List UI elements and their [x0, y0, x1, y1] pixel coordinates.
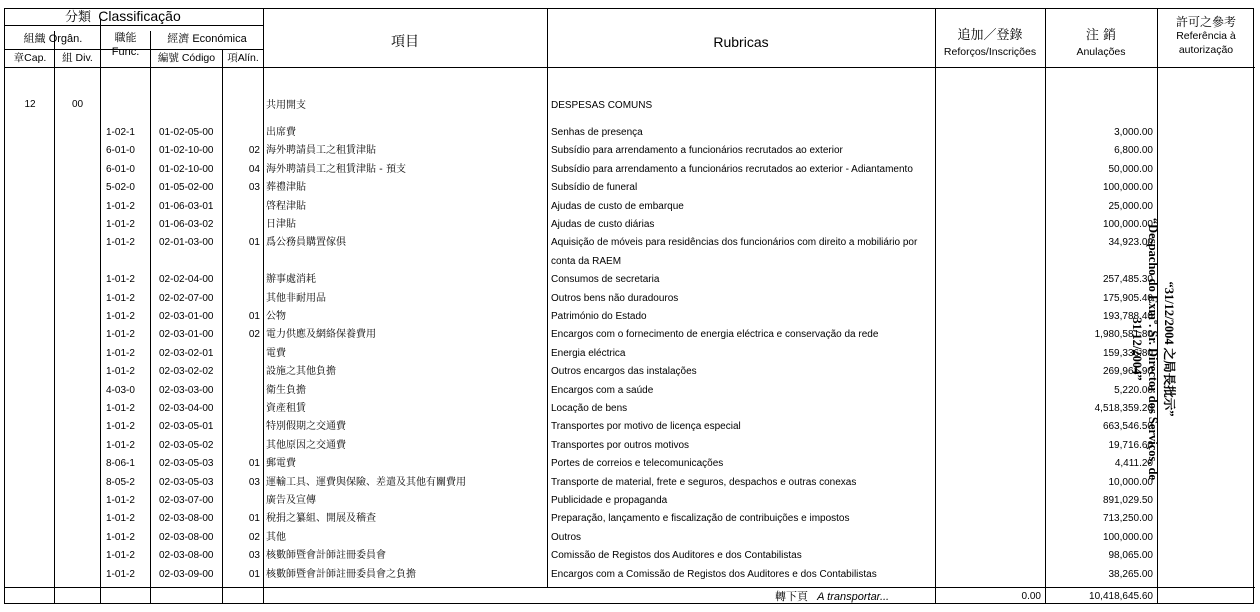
rubricas-header: Rubricas	[713, 34, 769, 50]
row-item-cn: 海外聘請員工之租賃津貼	[266, 145, 376, 157]
row-rubrica: Transportes por motivo de licença especial	[551, 421, 741, 433]
row-code: 02-03-02-02	[159, 366, 214, 378]
row-code: 02-03-02-01	[159, 347, 214, 359]
anulacoes-header: 注 銷 Anulações	[1076, 28, 1126, 58]
col-line	[222, 49, 223, 603]
reference-header: 許可之參考 Referência à autorização	[1175, 15, 1236, 56]
row-amount: 38,265.00	[1108, 568, 1153, 580]
row-func: 1-01-2	[106, 347, 135, 359]
row-func: 1-01-2	[106, 495, 135, 506]
row-item-cn: 海外聘請員工之租賃津貼 - 預支	[266, 163, 406, 175]
row-code: 02-03-03-00	[159, 384, 214, 396]
row-item-cn: 核數師暨會計師註冊委員會之負擔	[266, 568, 416, 580]
row-item-cn: 其他原因之交通費	[266, 439, 346, 451]
func-header: 職能 Func.	[111, 31, 140, 58]
row-amount: 100,000.00	[1102, 219, 1153, 230]
row-rubrica: Subsídio de funeral	[551, 182, 638, 194]
col-line	[150, 31, 151, 603]
carry-forward-reforcos: 0.00	[1021, 591, 1041, 602]
row-item-cn: 辦事處消耗	[266, 274, 316, 286]
row-alin: 02	[248, 531, 260, 543]
row-code: 02-03-08-00	[159, 531, 214, 543]
row-amount: 159,336.80	[1102, 347, 1153, 359]
row-rubrica: Subsídio para arrendamento a funcionários recrutados ao exterior - Adiantamento	[551, 163, 913, 175]
row-code: 02-03-04-00	[159, 403, 214, 414]
row-func: 1-01-2	[106, 237, 135, 249]
row-alin: 03	[248, 550, 260, 562]
row-rubrica: Portes de correios e telecomunicações	[551, 458, 724, 470]
row-func: 6-01-0	[106, 145, 135, 157]
row-code: 02-03-05-02	[159, 439, 214, 451]
row-amount: 34,923.00	[1108, 237, 1153, 249]
row-code: 02-03-05-01	[159, 421, 214, 433]
col-line	[100, 19, 101, 603]
row-rubrica: Outros	[551, 531, 582, 543]
group-div: 00	[71, 99, 84, 110]
row-amount: 98,065.00	[1108, 550, 1153, 562]
row-rubrica: Património do Estado	[551, 311, 647, 322]
row-func: 1-01-2	[106, 513, 135, 525]
row-code: 02-03-07-00	[159, 495, 214, 506]
classification-header: 分類 Classificação	[65, 8, 181, 25]
row-func: 1-01-2	[106, 219, 135, 230]
row-item-cn: 爲公務員購置傢俱	[266, 237, 346, 249]
row-func: 1-02-1	[106, 127, 135, 138]
row-amount: 4,518,359.20	[1094, 403, 1153, 414]
row-rubrica-cont: conta da RAEM	[551, 255, 622, 267]
row-rubrica: Encargos com a saúde	[551, 384, 654, 396]
row-item-cn: 核數師暨會計師註冊委員會	[266, 550, 386, 562]
row-alin: 03	[248, 182, 260, 194]
row-rubrica: Transportes por outros motivos	[551, 439, 690, 451]
group-cap: 12	[24, 99, 36, 110]
group-label-cn: 共用開支	[266, 100, 306, 111]
row-alin: 01	[248, 237, 260, 249]
row-amount: 891,029.50	[1102, 495, 1153, 506]
row-func: 5-02-0	[106, 182, 135, 194]
row-code: 01-06-03-01	[159, 200, 214, 212]
row-code: 02-03-08-00	[159, 513, 214, 525]
row-item-cn: 衛生負擔	[266, 384, 306, 396]
row-func: 1-01-2	[106, 274, 135, 286]
row-code: 02-03-09-00	[159, 568, 214, 580]
row-amount: 6,800.00	[1114, 145, 1153, 157]
row-item-cn: 郵電費	[266, 458, 296, 470]
row-code: 01-06-03-02	[159, 219, 214, 230]
row-code: 02-03-08-00	[159, 550, 214, 562]
row-amount: 269,961.90	[1102, 366, 1153, 378]
row-item-cn: 啓程津貼	[266, 200, 306, 212]
budget-table: 分類 Classificação 組織 Orgân. 章Cap. 組 Div. 職能 Func. 經濟 Económica 編號 Código 項Alín. 項目 Rubricas 追加／登錄 Reforços/Inscrições 注 銷 Anulações 許可之參考 Referência à autorização 12 00 共用開支 DESPESAS COMUNS 1-02-1 01-02-05-00 出席費 Senhas de presença 3,000.00 6-01-0 01-02-10-00 02 海外聘請員工之租賃津貼 Subsídio para arrendamento a funcionários recrutados ao exterior 6,800.00 6-01-0 01-02-10-00 04 海外聘請員工之租賃津貼 - 預支 Subsídio para arrendamento a funcionários recrutados ao exterior - Adiantamento 50,000.00 5-02-0 01-05-02-00 03 葬禮津貼 Subsídio de funeral 100,000.00 1-01-2 01-06-03-01 啓程津貼 Ajudas de custo de embarque 25,000.00 1-01-2 01-06-03-02 日津貼 Ajudas de custo diárias 100,000.00 1-01-2 02-01-03-00 01 爲公務員購置傢俱 Aquisição de móveis para residências dos funcionários com direito a mobiliário por 34,923.00 conta da RAEM 1-01-2 02-02-04-00 辦事處消耗 Consumos de secretaria 257,485.30 1-01-2 02-02-07-00 其他非耐用品 Outros bens não duradouros 175,905.40 1-01-2 02-03-01-00 01 公物 Património do Estado 193,788.40 1-01-2 02-03-01-00 02 電力供應及網絡保養費用 Encargos com o fornecimento de energia eléctrica e conservação da rede 1,980,581.80 1-01-2 02-03-02-01 電費 Energia eléctrica 159,336.80 1-01-2 02-03-02-02 設施之其他負擔 Outros encargos das instalações 269,961.90 4-03-0 02-03-03-00 衛生負擔 Encargos com a saúde 5,220.00 1-01-2 02-03-04-00 資產租賃 Locação de bens 4,518,359.20 1-01-2 02-03-05-01 特別假期之交通費 Transportes por motivo de licença especial 663,546.50 1-01-2 02-03-05-02 其他原因之交通費 Transportes por outros motivos 19,716.60 8-06-1 02-03-05-03 01 郵電費 Portes de correios e telecomunicações 4,411.20 8-05-2 02-03-05-03 03 運輸工具、運費與保險、差遣及其他有關費用 Transporte de material, frete e seguros, despachos e outras conexas 10,000.00 1-01-2 02-03-07-00 廣告及宣傳 Publicidade e propaganda 891,029.50 1-01-2 02-03-08-00 01 稅捐之纂組、開展及稽查 Preparação, lançamento e fiscalização de contribuições e impostos 713,250.00 1-01-2 02-03-08-00 02 其他 Outros 100,000.00 1-01-2 02-03-08-00 03 核數師暨會計師註冊委員會 Comissão de Registos dos Auditores e dos Contabilistas 98,065.00 1-01-2 02-03-09-00 01 核數師暨會計師註冊委員會之負擔 Encargos com a Comissão de Registos dos Auditores e dos Contabilistas 38,265.00 “31/12/2004 之局長批示” “Despacho do Exmº. Sr. Director dos Serviços, de 31/12/2004” 轉下頁 A transportar... 0.00 10,418,645.60	[4, 8, 1254, 604]
codigo-header: 編號 Código	[157, 52, 216, 64]
row-code: 01-02-10-00	[159, 163, 214, 175]
row-func: 1-01-2	[106, 439, 135, 451]
row-amount: 1,980,581.80	[1094, 329, 1153, 341]
row-amount: 175,905.40	[1102, 292, 1153, 304]
row-alin: 01	[248, 311, 260, 322]
row-alin: 01	[248, 568, 260, 580]
row-item-cn: 公物	[266, 311, 286, 322]
row-item-cn: 設施之其他負擔	[266, 366, 336, 378]
row-code: 02-02-04-00	[159, 274, 214, 286]
row-func: 1-01-2	[106, 403, 135, 414]
row-item-cn: 廣告及宣傳	[266, 495, 316, 506]
row-func: 1-01-2	[106, 200, 135, 212]
carry-forward-label: 轉下頁 A transportar...	[775, 590, 890, 603]
row-func: 1-01-2	[106, 550, 135, 562]
col-line	[547, 9, 548, 587]
cap-header: 章Cap.	[13, 52, 47, 64]
alin-header: 項Alín.	[227, 52, 259, 64]
row-func: 1-01-2	[106, 329, 135, 341]
row-rubrica: Encargos com a Comissão de Registos dos Auditores e dos Contabilistas	[551, 568, 877, 580]
row-rubrica: Ajudas de custo de embarque	[551, 200, 684, 212]
header-line	[5, 25, 263, 26]
row-code: 01-05-02-00	[159, 182, 214, 194]
row-item-cn: 資產租賃	[266, 403, 306, 414]
row-rubrica: Transporte de material, frete e seguros, despachos e outras conexas	[551, 476, 857, 488]
row-code: 01-02-05-00	[159, 127, 214, 138]
row-item-cn: 葬禮津貼	[266, 182, 306, 194]
col-line	[263, 9, 264, 603]
carry-forward-anulacoes: 10,418,645.60	[1089, 591, 1153, 602]
row-rubrica: Preparação, lançamento e fiscalização de contribuições e impostos	[551, 513, 850, 525]
row-alin: 02	[248, 329, 260, 341]
header-bottom-line	[5, 67, 1255, 68]
row-amount: 3,000.00	[1114, 127, 1153, 138]
row-rubrica: Locação de bens	[551, 403, 628, 414]
col-line	[54, 31, 55, 603]
row-code: 02-03-01-00	[159, 311, 214, 322]
row-code: 02-01-03-00	[159, 237, 214, 249]
items-cn-header: 項目	[391, 34, 419, 50]
div-header: 組 Div.	[62, 52, 93, 64]
col-line	[935, 9, 936, 603]
row-func: 1-01-2	[106, 421, 135, 433]
row-func: 4-03-0	[106, 384, 135, 396]
row-amount: 4,411.20	[1114, 458, 1153, 470]
row-rubrica: Outros encargos das instalações	[551, 366, 697, 378]
row-item-cn: 電費	[266, 347, 286, 359]
row-rubrica: Publicidade e propaganda	[551, 495, 668, 506]
row-code: 02-02-07-00	[159, 292, 214, 304]
row-amount: 25,000.00	[1108, 200, 1153, 212]
row-item-cn: 其他非耐用品	[266, 292, 326, 304]
row-func: 8-06-1	[106, 458, 135, 470]
row-amount: 19,716.60	[1108, 439, 1153, 451]
row-amount: 100,000.00	[1102, 531, 1153, 543]
row-rubrica: Consumos de secretaria	[551, 274, 660, 286]
row-alin: 02	[248, 145, 260, 157]
row-item-cn: 電力供應及網絡保養費用	[266, 329, 376, 341]
row-rubrica: Encargos com o fornecimento de energia eléctrica e conservação da rede	[551, 329, 879, 341]
reforcos-header: 追加／登錄 Reforços/Inscrições	[943, 28, 1037, 58]
row-alin: 03	[248, 476, 260, 488]
row-alin: 01	[248, 513, 260, 525]
row-amount: 10,000.00	[1108, 476, 1153, 488]
row-rubrica: Subsídio para arrendamento a funcionários recrutados ao exterior	[551, 145, 843, 157]
row-func: 6-01-0	[106, 163, 135, 175]
row-item-cn: 運輸工具、運費與保險、差遣及其他有關費用	[266, 476, 466, 488]
row-rubrica: Senhas de presença	[551, 127, 643, 138]
row-func: 1-01-2	[106, 292, 135, 304]
row-code: 01-02-10-00	[159, 145, 214, 157]
row-alin: 04	[248, 163, 260, 175]
row-func: 1-01-2	[106, 568, 135, 580]
row-func: 1-01-2	[106, 311, 135, 322]
row-rubrica: Ajudas de custo diárias	[551, 219, 655, 230]
row-alin: 01	[248, 458, 260, 470]
row-amount: 257,485.30	[1102, 274, 1153, 286]
row-item-cn: 稅捐之纂組、開展及稽查	[266, 513, 376, 525]
group-label-pt: DESPESAS COMUNS	[551, 100, 653, 111]
row-func: 8-05-2	[106, 476, 135, 488]
row-amount: 100,000.00	[1102, 182, 1153, 194]
row-code: 02-03-01-00	[159, 329, 214, 341]
economica-header: 經濟 Económica	[167, 32, 247, 45]
row-amount: 5,220.00	[1114, 384, 1153, 396]
row-func: 1-01-2	[106, 366, 135, 378]
row-rubrica: Comissão de Registos dos Auditores e dos Contabilistas	[551, 550, 802, 562]
row-rubrica: Outros bens não duradouros	[551, 292, 679, 304]
row-func: 1-01-2	[106, 531, 135, 543]
row-item-cn: 出席費	[266, 127, 296, 138]
row-rubrica: Energia eléctrica	[551, 347, 626, 359]
row-rubrica: Aquisição de móveis para residências dos funcionários com direito a mobiliário por	[551, 237, 918, 249]
row-amount: 50,000.00	[1108, 163, 1153, 175]
row-item-cn: 特別假期之交通費	[266, 421, 346, 433]
row-amount: 713,250.00	[1102, 513, 1153, 525]
row-item-cn: 日津貼	[266, 219, 296, 230]
row-code: 02-03-05-03	[159, 458, 214, 470]
row-amount: 193,788.40	[1102, 311, 1153, 322]
row-item-cn: 其他	[266, 531, 286, 543]
footer-line	[5, 587, 1255, 588]
organica-header: 組織 Orgân.	[23, 32, 83, 45]
row-amount: 663,546.50	[1102, 421, 1153, 433]
row-code: 02-03-05-03	[159, 476, 214, 488]
